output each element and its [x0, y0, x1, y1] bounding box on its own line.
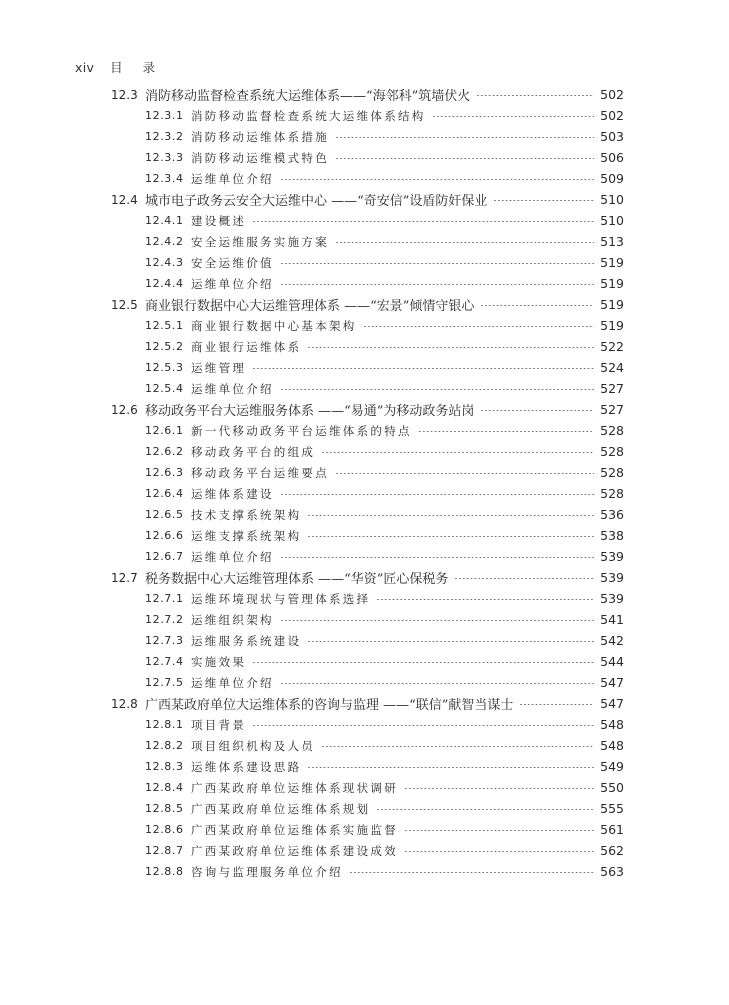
toc-subsection-entry[interactable]: [0, 672, 729, 693]
entry-page-number: 547: [600, 675, 624, 690]
entry-number: 12.6.5: [145, 508, 184, 521]
entry-page-number: 550: [600, 780, 624, 795]
toc-subsection-entry[interactable]: [0, 462, 729, 483]
toc-subsection-entry[interactable]: [0, 504, 729, 525]
dot-leader: [280, 389, 594, 390]
entry-number: 12.8: [111, 696, 138, 711]
dot-leader: [404, 788, 594, 789]
entry-title: 移动政务平台大运维服务体系 ——“易通”为移动政务站岗: [145, 404, 475, 419]
toc-subsection-entry[interactable]: [0, 231, 729, 252]
dot-leader: [252, 662, 594, 663]
entry-title: 运维管理: [191, 360, 247, 375]
entry-title: 安全运维服务实施方案: [191, 234, 329, 249]
dot-leader: [376, 599, 594, 600]
entry-page-number: 519: [600, 255, 624, 270]
entry-title: 运维体系建设: [191, 486, 274, 501]
entry-title: 运维环境现状与管理体系选择: [191, 591, 371, 606]
entry-page-number: 561: [600, 822, 624, 837]
dot-leader: [252, 368, 594, 369]
entry-number: 12.7.2: [145, 613, 184, 626]
entry-title: 实施效果: [191, 654, 247, 669]
dot-leader: [476, 95, 594, 96]
dot-leader: [432, 116, 594, 117]
dot-leader: [280, 494, 594, 495]
dot-leader: [335, 242, 594, 243]
toc-subsection-entry[interactable]: [0, 756, 729, 777]
toc-subsection-entry[interactable]: [0, 315, 729, 336]
entry-title: 运维单位介绍: [191, 549, 274, 564]
toc-list: [0, 84, 729, 882]
toc-subsection-entry[interactable]: [0, 357, 729, 378]
entry-title: 新一代移动政务平台运维体系的特点: [191, 423, 412, 438]
toc-section-entry[interactable]: [0, 399, 729, 420]
toc-subsection-entry[interactable]: [0, 588, 729, 609]
entry-page-number: 538: [600, 528, 624, 543]
toc-subsection-entry[interactable]: [0, 714, 729, 735]
entry-page-number: 510: [600, 192, 624, 207]
entry-title: 商业银行数据中心大运维管理体系 ——“宏景”倾情守银心: [145, 299, 475, 314]
entry-number: 12.3: [111, 87, 138, 102]
entry-number: 12.6.6: [145, 529, 184, 542]
entry-number: 12.4.2: [145, 235, 184, 248]
toc-subsection-entry[interactable]: [0, 735, 729, 756]
entry-title: 广西某政府单位运维体系实施监督: [191, 822, 398, 837]
dot-leader: [418, 431, 594, 432]
entry-number: 12.8.8: [145, 865, 184, 878]
entry-page-number: 503: [600, 129, 624, 144]
entry-title: 运维服务系统建设: [191, 633, 302, 648]
entry-page-number: 548: [600, 738, 624, 753]
entry-number: 12.8.6: [145, 823, 184, 836]
dot-leader: [307, 536, 594, 537]
entry-page-number: 549: [600, 759, 624, 774]
entry-page-number: 541: [600, 612, 624, 627]
dot-leader: [307, 347, 594, 348]
entry-number: 12.6.7: [145, 550, 184, 563]
entry-title: 运维体系建设思路: [191, 759, 302, 774]
toc-subsection-entry[interactable]: [0, 210, 729, 231]
entry-number: 12.6: [111, 402, 138, 417]
dot-leader: [280, 620, 594, 621]
entry-page-number: 548: [600, 717, 624, 732]
entry-number: 12.6.2: [145, 445, 184, 458]
entry-number: 12.4.1: [145, 214, 184, 227]
entry-title: 商业银行数据中心基本架构: [191, 318, 357, 333]
entry-title: 运维单位介绍: [191, 171, 274, 186]
entry-title: 移动政务平台的组成: [191, 444, 316, 459]
dot-leader: [335, 158, 594, 159]
toc-subsection-entry[interactable]: [0, 378, 729, 399]
dot-leader: [280, 683, 594, 684]
entry-number: 12.7.5: [145, 676, 184, 689]
entry-number: 12.3.3: [145, 151, 184, 164]
toc-subsection-entry[interactable]: [0, 798, 729, 819]
dot-leader: [454, 578, 594, 579]
entry-number: 12.4.4: [145, 277, 184, 290]
entry-page-number: 519: [600, 318, 624, 333]
dot-leader: [480, 305, 594, 306]
dot-leader: [321, 746, 594, 747]
entry-page-number: 519: [600, 297, 624, 312]
toc-subsection-entry[interactable]: [0, 273, 729, 294]
entry-page-number: 522: [600, 339, 624, 354]
page-header: [75, 58, 163, 76]
dot-leader: [493, 200, 594, 201]
entry-title: 广西某政府单位运维体系现状调研: [191, 780, 398, 795]
toc-subsection-entry[interactable]: [0, 861, 729, 882]
entry-title: 技术支撑系统架构: [191, 507, 302, 522]
toc-subsection-entry[interactable]: [0, 420, 729, 441]
entry-title: 移动政务平台运维要点: [191, 465, 329, 480]
entry-number: 12.8.7: [145, 844, 184, 857]
toc-subsection-entry[interactable]: [0, 441, 729, 462]
entry-number: 12.3.4: [145, 172, 184, 185]
entry-title: 运维支撑系统架构: [191, 528, 302, 543]
entry-number: 12.8.2: [145, 739, 184, 752]
toc-section-entry[interactable]: [0, 294, 729, 315]
toc-subsection-entry[interactable]: [0, 147, 729, 168]
entry-page-number: 555: [600, 801, 624, 816]
entry-page-number: 528: [600, 486, 624, 501]
toc-section-entry[interactable]: [0, 693, 729, 714]
dot-leader: [307, 515, 594, 516]
entry-title: 广西某政府单位运维体系建设成效: [191, 843, 398, 858]
dot-leader: [363, 326, 594, 327]
entry-page-number: 539: [600, 549, 624, 564]
entry-number: 12.3.1: [145, 109, 184, 122]
dot-leader: [519, 704, 594, 705]
dot-leader: [280, 263, 594, 264]
dot-leader: [404, 830, 594, 831]
dot-leader: [480, 410, 594, 411]
toc-section-entry[interactable]: [0, 567, 729, 588]
dot-leader: [307, 767, 594, 768]
dot-leader: [335, 137, 594, 138]
entry-number: 12.8.1: [145, 718, 184, 731]
toc-subsection-entry[interactable]: [0, 777, 729, 798]
toc-subsection-entry[interactable]: [0, 483, 729, 504]
entry-title: 广西某政府单位运维体系规划: [191, 801, 371, 816]
entry-title: 项目组织机构及人员: [191, 738, 316, 753]
toc-section-entry[interactable]: [0, 84, 729, 105]
entry-number: 12.7.4: [145, 655, 184, 668]
entry-title: 运维组织架构: [191, 612, 274, 627]
entry-number: 12.8.5: [145, 802, 184, 815]
entry-page-number: 506: [600, 150, 624, 165]
entry-title: 项目背景: [191, 717, 247, 732]
entry-number: 12.5.1: [145, 319, 184, 332]
entry-number: 12.5.2: [145, 340, 184, 353]
entry-title: 广西某政府单位大运维体系的咨询与监理 ——“联信”献智当谋士: [145, 698, 514, 713]
entry-page-number: 536: [600, 507, 624, 522]
dot-leader: [280, 557, 594, 558]
entry-number: 12.7.3: [145, 634, 184, 647]
toc-subsection-entry[interactable]: [0, 609, 729, 630]
entry-page-number: 509: [600, 171, 624, 186]
entry-page-number: 562: [600, 843, 624, 858]
toc-subsection-entry[interactable]: [0, 651, 729, 672]
entry-number: 12.7.1: [145, 592, 184, 605]
entry-page-number: 527: [600, 402, 624, 417]
dot-leader: [335, 473, 594, 474]
entry-number: 12.5.3: [145, 361, 184, 374]
dot-leader: [252, 221, 594, 222]
dot-leader: [376, 809, 594, 810]
entry-number: 12.7: [111, 570, 138, 585]
entry-number: 12.5.4: [145, 382, 184, 395]
toc-section-entry[interactable]: [0, 189, 729, 210]
page-title: 目 录: [110, 60, 164, 75]
entry-title: 咨询与监理服务单位介绍: [191, 864, 343, 879]
entry-page-number: 524: [600, 360, 624, 375]
entry-title: 消防移动监督检查系统大运维体系——“海邻科”筑墙伏火: [145, 89, 471, 104]
entry-page-number: 539: [600, 591, 624, 606]
toc-subsection-entry[interactable]: [0, 819, 729, 840]
entry-number: 12.6.4: [145, 487, 184, 500]
dot-leader: [404, 851, 594, 852]
toc-subsection-entry[interactable]: [0, 126, 729, 147]
entry-title: 运维单位介绍: [191, 276, 274, 291]
entry-title: 税务数据中心大运维管理体系 ——“华资”匠心保税务: [145, 572, 449, 587]
toc-subsection-entry[interactable]: [0, 630, 729, 651]
toc-subsection-entry[interactable]: [0, 525, 729, 546]
entry-page-number: 527: [600, 381, 624, 396]
toc-subsection-entry[interactable]: [0, 105, 729, 126]
entry-page-number: 542: [600, 633, 624, 648]
entry-number: 12.4: [111, 192, 138, 207]
dot-leader: [252, 725, 594, 726]
entry-page-number: 544: [600, 654, 624, 669]
entry-page-number: 539: [600, 570, 624, 585]
entry-page-number: 510: [600, 213, 624, 228]
entry-number: 12.6.3: [145, 466, 184, 479]
entry-page-number: 547: [600, 696, 624, 711]
entry-page-number: 513: [600, 234, 624, 249]
entry-page-number: 528: [600, 465, 624, 480]
entry-title: 建设概述: [191, 213, 247, 228]
entry-number: 12.8.3: [145, 760, 184, 773]
toc-subsection-entry[interactable]: [0, 546, 729, 567]
entry-number: 12.3.2: [145, 130, 184, 143]
entry-page-number: 519: [600, 276, 624, 291]
entry-title: 城市电子政务云安全大运维中心 ——“奇安信”设盾防奸保业: [145, 194, 488, 209]
dot-leader: [349, 872, 594, 873]
entry-title: 消防移动运维模式特色: [191, 150, 329, 165]
entry-page-number: 528: [600, 423, 624, 438]
entry-page-number: 502: [600, 87, 624, 102]
dot-leader: [307, 641, 594, 642]
toc-subsection-entry[interactable]: [0, 336, 729, 357]
entry-title: 运维单位介绍: [191, 381, 274, 396]
entry-number: 12.8.4: [145, 781, 184, 794]
entry-page-number: 563: [600, 864, 624, 879]
entry-title: 消防移动运维体系措施: [191, 129, 329, 144]
entry-page-number: 502: [600, 108, 624, 123]
entry-number: 12.6.1: [145, 424, 184, 437]
dot-leader: [280, 284, 594, 285]
toc-subsection-entry[interactable]: [0, 840, 729, 861]
dot-leader: [280, 179, 594, 180]
entry-page-number: 528: [600, 444, 624, 459]
entry-number: 12.5: [111, 297, 138, 312]
dot-leader: [321, 452, 594, 453]
entry-title: 运维单位介绍: [191, 675, 274, 690]
page-number: xiv: [75, 60, 95, 75]
entry-title: 消防移动监督检查系统大运维体系结构: [191, 108, 426, 123]
entry-number: 12.4.3: [145, 256, 184, 269]
entry-title: 安全运维价值: [191, 255, 274, 270]
toc-subsection-entry[interactable]: [0, 252, 729, 273]
entry-title: 商业银行运维体系: [191, 339, 302, 354]
toc-subsection-entry[interactable]: [0, 168, 729, 189]
